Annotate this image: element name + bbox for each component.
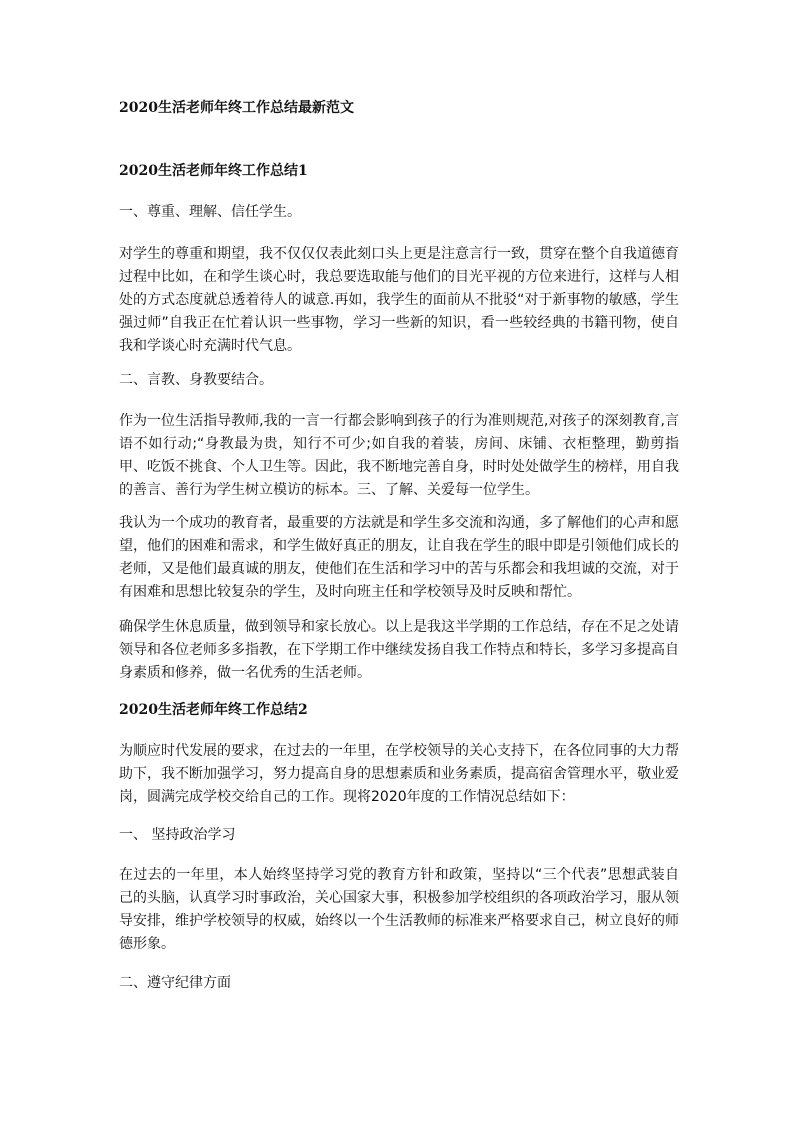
section-2-paragraph-2: 在过去的一年里，本人始终坚持学习党的教育方针和政策，坚持以“三个代表”思想武装自己的头脑，认真学习时事政治，关心国家大事，积极参加学校组织的各项政治学习，服从领导安排，维护学校领导的权威，始终以一个生活教师的标准来严格要求自己，树立良好的师德形象。 [119,867,679,952]
section-1-paragraph-4: 确保学生休息质量，做到领导和家长放心。以上是我这半学期的工作总结，存在不足之处请领导和各位老师多多指教，在下学期工作中继续发扬自我工作特点和特长，多学习多提高自身素质和修养，做一名优秀的生活老师。 [119,619,679,681]
section-2-heading: 2020生活老师年终工作总结2 [119,702,308,718]
document-title: 2020生活老师年终工作总结最新范文 [119,100,354,116]
section-1-subheading-2: 二、言教、身教要结合。 [119,372,273,388]
section-1-paragraph-2: 作为一位生活指导教师,我的一言一行都会影响到孩子的行为准则规范,对孩子的深刻教育,言语不如行动;“身教最为贵，知行不可少;如自我的着装，房间、床铺、衣柜整理，勤剪指甲、吃饭不挑食、个人卫生等。因此，我不断地完善自身，时时处处做学生的榜样，用自我的善言、善行为学生树立模访的标本。三、了解、关爱每一位学生。 [119,413,679,498]
section-1-paragraph-3: 我认为一个成功的教育者，最重要的方法就是和学生多交流和沟通，多了解他们的心声和愿望，他们的困难和需求，和学生做好真正的朋友，让自我在学生的眼中即是引领他们成长的老师，又是他们最真诚的朋友，使他们在生活和学习中的苦与乐都会和我坦诚的交流，对于有困难和思想比较复杂的学生，及时向班主任和学校领导及时反映和帮忙。 [119,515,679,600]
section-1-heading: 2020生活老师年终工作总结1 [119,163,308,179]
section-2-paragraph-1: 为顺应时代发展的要求，在过去的一年里，在学校领导的关心支持下，在各位同事的大力帮助下，我不断加强学习，努力提高自身的思想素质和业务素质，提高宿舍管理水平，敬业爱岗，圆满完成学校交给自己的工作。现将2020年度的工作情况总结如下： [119,743,679,805]
section-1-subheading-1: 一、尊重、理解、信任学生。 [119,204,301,220]
section-2-subheading-2: 二、遵守纪律方面 [119,975,231,991]
section-2-subheading-1: 一、 坚持政治学习 [119,827,236,843]
section-1-paragraph-1: 对学生的尊重和期望，我不仅仅仅表此刻口头上更是注意言行一致，贯穿在整个自我道德育过程中比如，在和学生谈心时，我总要选取能与他们的目光平视的方位来进行，这样与人相处的方式态度就总透着待人的诚意.再如，我学生的面前从不批驳“对于新事物的敏感，学生强过师”自我正在忙着认识一些事物，学习一些新的知识，看一些较经典的书籍刊物，使自我和学谈心时充满时代气息。 [119,246,679,354]
